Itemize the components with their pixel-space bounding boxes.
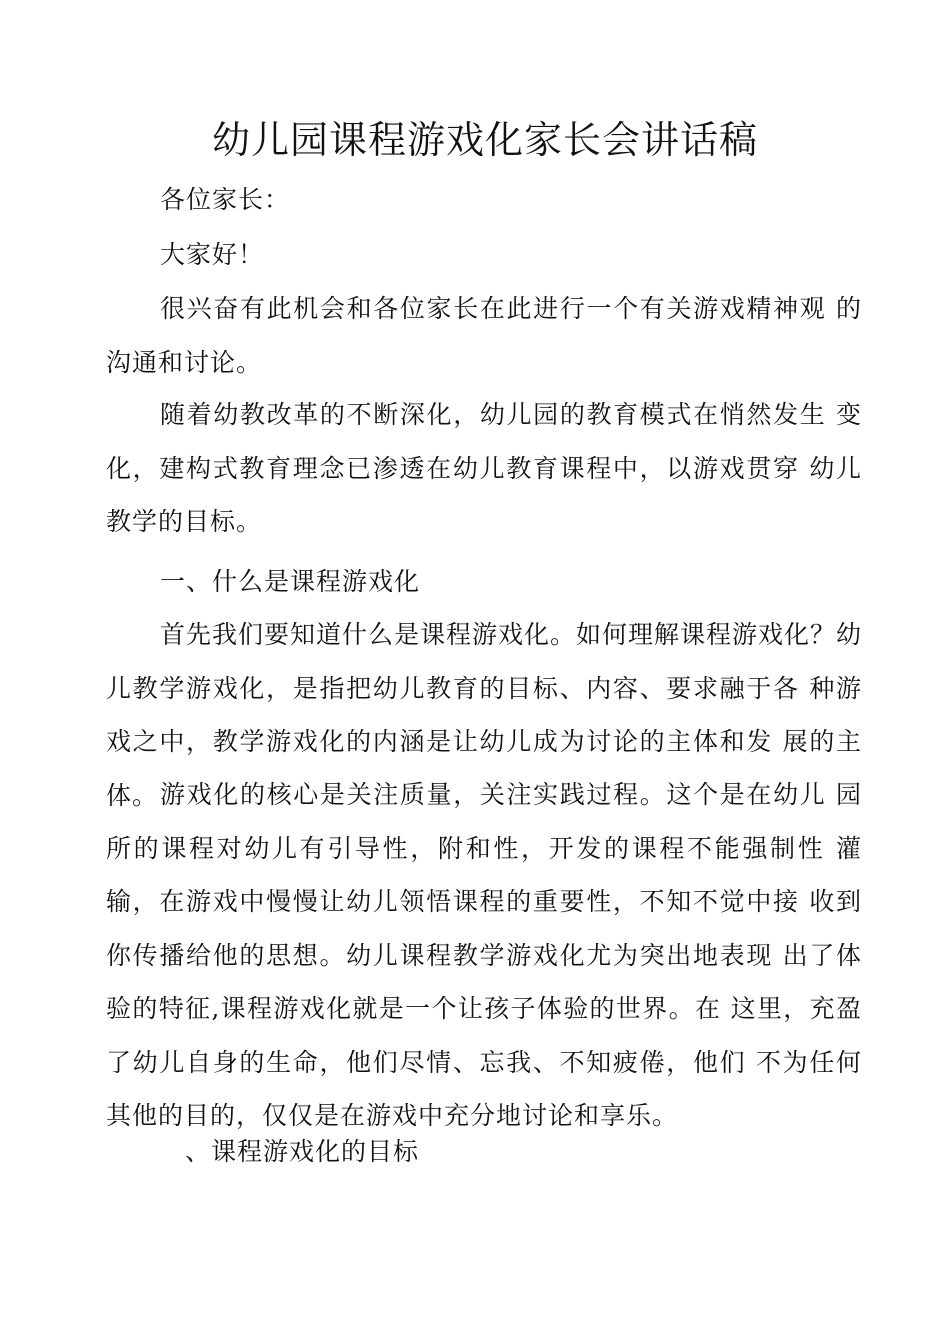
paragraph-text: 很兴奋有此机会和各位家长在此进行一个有关游戏精神观 的沟通和讨论。 [106, 294, 862, 377]
paragraph-reform [106, 388, 862, 549]
greeting-line [106, 173, 862, 227]
paragraph-text: 首先我们要知道什么是课程游戏化。如何理解课程游戏化？幼儿教学游戏化，是指把幼儿教育的目标、内容、要求融于各 种游戏之中，教学游戏化的内涵是让幼儿成为讨论的主体和发 展的主体。 [106, 620, 863, 810]
greeting-text: 各位家长： [160, 185, 291, 214]
paragraph-text: 游戏化的核心是关注质量，关注实践过程。这个是在幼儿 园所的课程对幼儿有引导性，附和性，开发的课程不能强制性 灌输，在游戏中慢慢让幼儿领悟课程的重要性，不知不觉中接 收到你传播给他的思想。幼儿课程教学游戏化尤为突出地表现 出了体验的特征,课程游戏化就是一个让孩子体验的世界。在 这里，充盈了幼儿自身的生命，他们尽情、忘我、不知疲倦，他们 不为任何其他的目的，仅仅是在游戏中充分地讨论和享乐。 [106, 780, 862, 1130]
paragraph-intro [106, 282, 862, 389]
paragraph-core [106, 768, 862, 1143]
document-title: 幼儿园课程游戏化家长会讲话稿 [211, 118, 758, 162]
hello-text: 大家好！ [160, 240, 265, 269]
paragraph-text: 随着幼教改革的不断深化，幼儿园的教育模式在悄然发生 变化，建构式教育理念已渗透在幼儿教育课程中，以游戏贯穿 幼儿教学的目标。 [106, 400, 862, 536]
section-heading-what-is [106, 555, 862, 609]
hello-line [106, 228, 862, 282]
section-heading-goals [106, 1125, 862, 1179]
heading-text: 、课程游戏化的目标 [185, 1137, 420, 1166]
heading-text: 一、什么是课程游戏化 [160, 567, 421, 596]
